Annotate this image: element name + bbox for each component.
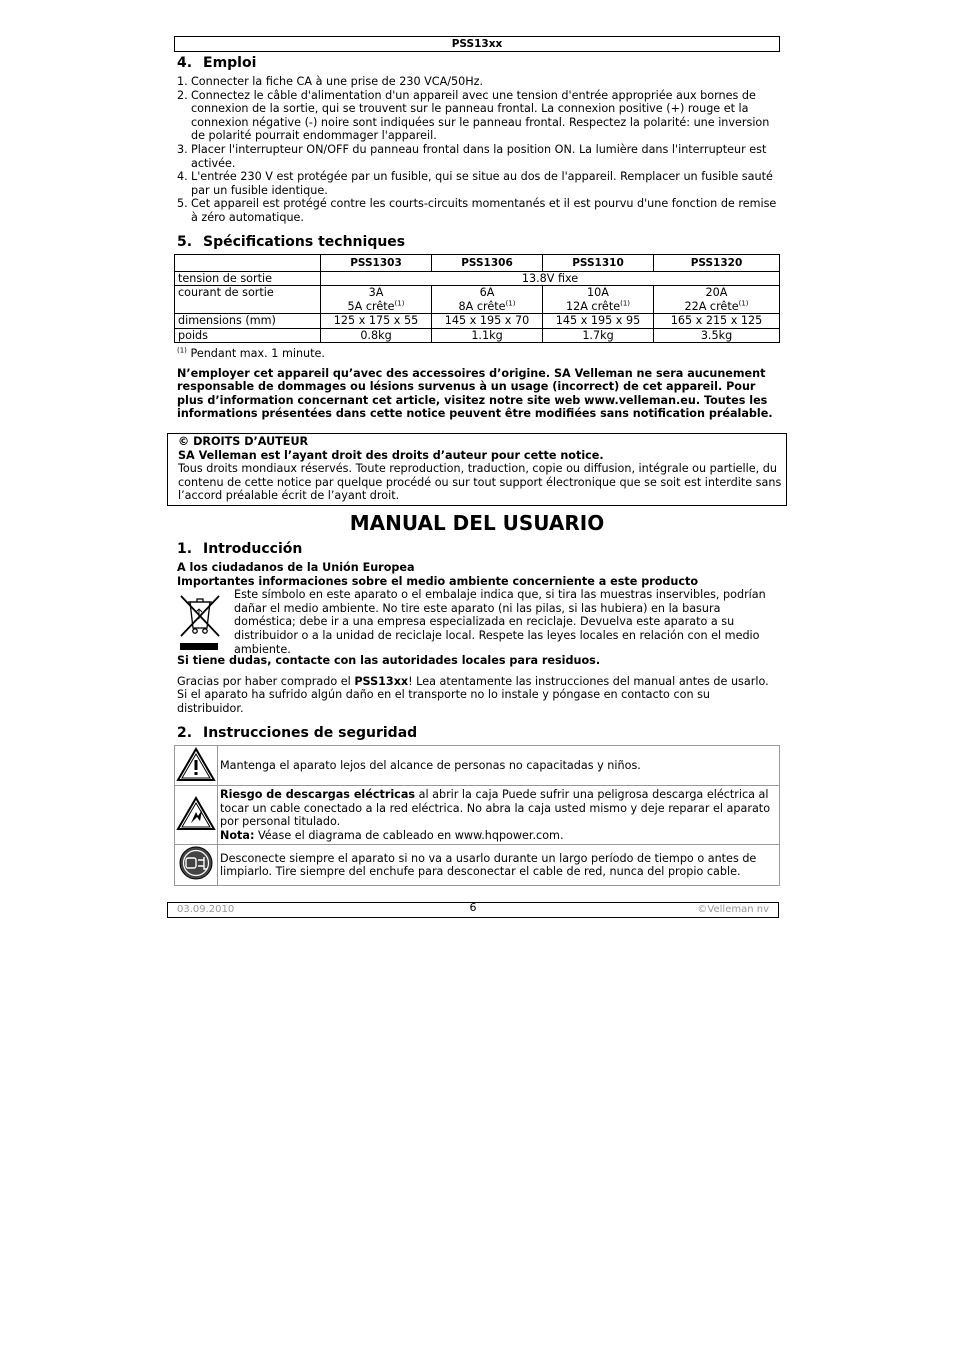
specifications-table [174, 254, 780, 344]
thanks-paragraph: Gracias por haber comprado el PSS13xx! Lea atentamente las instrucciones del manual antes de usarlo. Si el aparato ha sufrido algún daño en el transporte no lo instale y póngase en contacto con su distribuidor. [177, 674, 769, 715]
table-row [175, 314, 780, 329]
table-cell: 1.7kg [543, 328, 654, 343]
table-header-row [175, 254, 780, 271]
table-row [175, 845, 780, 886]
list-item: 2. Connectez le câble d'alimentation d'un appareil avec une tension d'entrée appropriée aux bornes de connexion de la sortie, qui se trouvent sur le panneau frontal. La connexion positive (+) rouge et la connexion négative (-) noire sont indiquées sur le panneau frontal. Respectez la polarité: une inversion de polarité pourrait endommager l'appareil. [177, 88, 770, 143]
list-item: 3. Placer l'interrupteur ON/OFF du panneau frontal dans la position ON. La lumière dans l'interrupteur est activée. [177, 142, 767, 170]
table-cell: 145 x 195 x 70 [432, 314, 543, 329]
table-row [175, 286, 780, 314]
footer-copyright: ©Velleman nv [697, 904, 769, 915]
manual-title: MANUAL DEL USUARIO [349, 511, 605, 535]
table-cell: 6A 8A crête$^{(1)}$ [432, 286, 543, 314]
table-cell: 3.5kg [654, 328, 780, 343]
copyright-box [167, 433, 787, 506]
row-label: tension de sortie [175, 271, 321, 286]
table-cell: 13.8V fixe [321, 271, 780, 286]
unplug-icon [178, 845, 214, 881]
model-header: PSS1306 [432, 254, 543, 271]
spanish-section [174, 538, 780, 886]
environment-title: Importantes informaciones sobre el medio ambiente concerniente a este producto [177, 574, 699, 588]
page-footer [167, 902, 779, 918]
usage-steps-list [174, 75, 780, 225]
row-label: dimensions (mm) [175, 314, 321, 329]
row-label: poids [175, 328, 321, 343]
unplug-icon-cell [175, 845, 218, 886]
list-item: 5. Cet appareil est protégé contre les courts-circuits momentanés et il est pourvu d'une fonction de remise à zéro automatique. [177, 197, 777, 224]
table-cell: 0.8kg [321, 328, 432, 343]
model-header: PSS1320 [654, 254, 780, 271]
section-heading-specs: 5. Spécifications techniques [177, 233, 406, 250]
table-row [175, 271, 780, 286]
doubts-note: Si tiene dudas, contacte con las autoridades locales para residuos. [177, 654, 601, 668]
table-cell: 20A 22A crête$^{(1)}$ [654, 286, 780, 314]
model-header: PSS1303 [321, 254, 432, 271]
weee-text: Este símbolo en este aparato o el embalaje indica que, si tira las muestras inservibles, podrían dañar el medio ambiente. No tire este aparato (ni las pilas, si las hubiera) en la basura doméstica; debe ir a una empresa especializada en reciclaje. Devuelva este aparato a su distribuidor o a la unidad de reciclaje local. Respete las leyes locales en relación con el medio ambiente. [234, 588, 766, 656]
french-section [174, 36, 780, 421]
shock-icon-cell [175, 786, 218, 845]
list-item: 1. Connecter la fiche CA à une prise de 230 VCA/50Hz. [177, 75, 484, 88]
section-heading-introduccion: 1. Introducción [177, 541, 303, 557]
safety-text: Mantenga el aparato lejos del alcance de personas no capacitadas y niños. [218, 745, 780, 786]
weee-notice [174, 588, 780, 654]
safety-text: Desconecte siempre el aparato si no va a usarlo durante un largo período de tiempo o antes de limpiarlo. Tire siempre del enchufe para desconectar el cable de red, nunca del propio cable. [218, 845, 780, 886]
copyright-owner: SA Velleman est l’ayant droit des droits d’auteur pour cette notice. [178, 448, 604, 462]
footnote: $^{(1)}$ Pendant max. 1 minute. [177, 346, 325, 361]
table-cell: 1.1kg [432, 328, 543, 343]
list-item: 4. L'entrée 230 V est protégée par un fusible, qui se situe au dos de l'appareil. Remplacer un fusible sauté par un fusible identique. [177, 170, 773, 197]
table-row [175, 786, 780, 845]
eu-title: A los ciudadanos de la Unión Europea [177, 561, 415, 574]
warning-icon-cell [175, 745, 218, 786]
table-row [175, 745, 780, 786]
copyright-text: Tous droits mondiaux réservés. Toute reproduction, traduction, copie ou diffusion, intégrale ou partielle, du contenu de cette notice par quelque procédé ou sur tout support électronique que se soit est interdite sans l’accord préalable écrit de l’ayant droit. [178, 462, 782, 503]
footer-date: 03.09.2010 [177, 904, 235, 915]
table-row [175, 328, 780, 343]
page-number: 6 [469, 901, 477, 914]
warning-triangle-icon [176, 746, 216, 782]
row-label: courant de sortie [175, 286, 321, 314]
table-cell: 165 x 215 x 125 [654, 314, 780, 329]
safety-text: Riesgo de descargas eléctricas al abrir la caja Puede sufrir una peligrosa descarga eléctrica al tocar un cable conectado a la red eléctrica. No abra la caja usted mismo y deje reparar el aparato por personal titulado. Nota: Véase el diagrama de cableado en www.hqpower.com. [218, 786, 780, 845]
page-header: PSS13xx [174, 36, 780, 52]
table-cell: 3A 5A crête$^{(1)}$ [321, 286, 432, 314]
safety-table [174, 745, 780, 887]
copyright-title: © DROITS D’AUTEUR [178, 435, 309, 448]
section-heading-emploi: 4. Emploi [177, 55, 257, 71]
section-heading-seguridad: 2. Instrucciones de seguridad [177, 724, 418, 741]
electric-shock-warning-icon [176, 795, 216, 831]
table-cell: 10A 12A crête$^{(1)}$ [543, 286, 654, 314]
weee-bin-icon [178, 590, 222, 652]
model-header: PSS1310 [543, 254, 654, 271]
disclaimer: N’employer cet appareil qu’avec des accessoires d’origine. SA Velleman ne sera aucunement responsable de dommages ou lésions survenus à un usage (incorrect) de cet appareil. Pour plus d’information concernant cet article, visitez notre site web www.velleman.eu. Toutes les informations présentées dans cette notice peuvent être modifiées sans notification préalable. [177, 366, 773, 421]
table-cell: 125 x 175 x 55 [321, 314, 432, 329]
table-cell: 145 x 195 x 95 [543, 314, 654, 329]
